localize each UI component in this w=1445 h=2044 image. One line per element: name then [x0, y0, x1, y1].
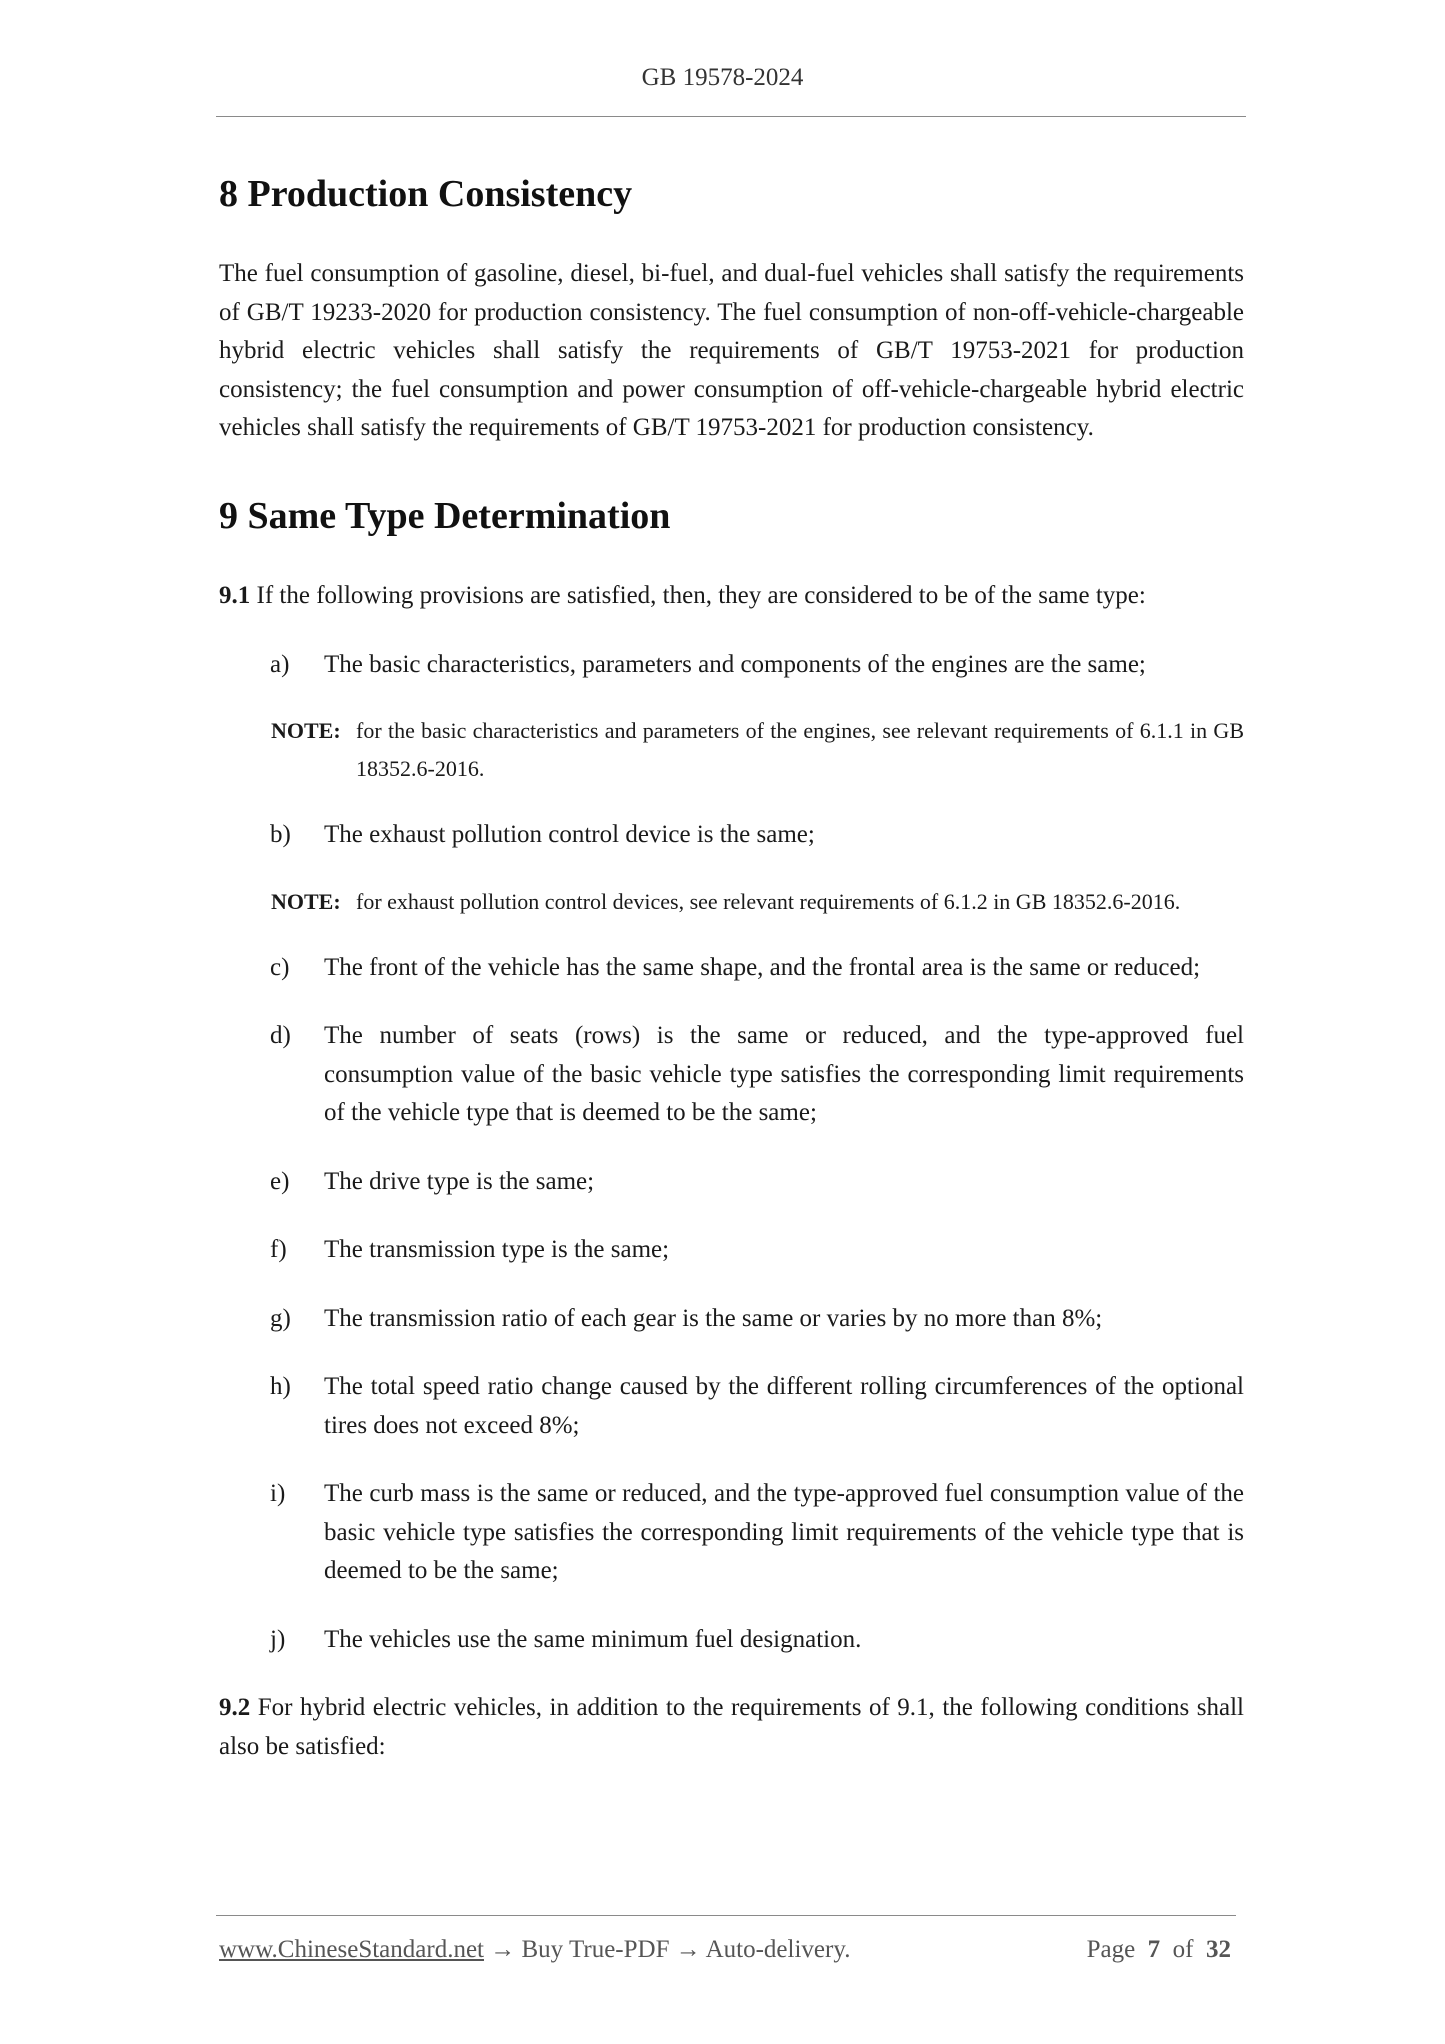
- list-item-text: The transmission ratio of each gear is the same or varies by no more than 8%;: [324, 1304, 1103, 1332]
- list-marker: g): [270, 1304, 291, 1332]
- running-header: GB 19578-2024: [641, 64, 804, 91]
- list-item-c: [219, 949, 1244, 988]
- page-number: [1087, 1936, 1231, 1964]
- list-item-h: [219, 1368, 1244, 1445]
- list-item-text: The curb mass is the same or reduced, and the type-approved fuel consumption value of the basic vehicle type satisfies the corresponding limit requirements of the vehicle type that is deemed to be the same;: [324, 1480, 1244, 1585]
- note-label: NOTE:: [271, 888, 341, 914]
- clause-9-2-number: 9.2: [219, 1694, 251, 1722]
- list-item-text: The vehicles use the same minimum fuel designation.: [324, 1625, 862, 1653]
- clause-9-1-text: If the following provisions are satisfied, then, they are considered to be of the same type:: [250, 582, 1146, 610]
- note-text: for exhaust pollution control devices, see relevant requirements of 6.1.2 in GB 18352.6-2016.: [356, 888, 1181, 914]
- list-marker: h): [270, 1373, 291, 1401]
- list-marker: d): [270, 1022, 291, 1050]
- list-item-b: [219, 816, 1244, 855]
- list-item-text: The transmission type is the same;: [324, 1236, 670, 1264]
- clause-9-2: [219, 1689, 1244, 1766]
- list-marker: a): [270, 650, 290, 678]
- list-marker: b): [270, 821, 291, 849]
- section-8-heading: 8 Production Consistency: [219, 173, 633, 215]
- list-item-i: [219, 1475, 1244, 1591]
- list-item-text: The basic characteristics, parameters and components of the engines are the same;: [324, 650, 1146, 678]
- list-item-a: [219, 646, 1244, 685]
- list-marker: f): [270, 1236, 287, 1264]
- page-label: Page: [1086, 1936, 1136, 1963]
- site-link[interactable]: www.ChineseStandard.net: [219, 1936, 484, 1963]
- note-label: NOTE:: [271, 718, 341, 744]
- clause-9-1-number: 9.1: [219, 582, 251, 610]
- list-item-text: The front of the vehicle has the same shape, and the frontal area is the same or reduced;: [324, 953, 1201, 981]
- list-item-f: [219, 1231, 1244, 1270]
- section-8-paragraph: The fuel consumption of gasoline, diesel, bi-fuel, and dual-fuel vehicles shall satisfy the requirements of GB/T 19233-2020 for production consistency. The fuel consumption of non-off-vehicle-chargeable hybrid electric vehicles shall satisfy the requirements of GB/T 19753-2021 for production consistency; the fuel consumption and power consumption of off-vehicle-chargeable hybrid electric vehicles shall satisfy the requirements of GB/T 19753-2021 for production consistency.: [219, 260, 1244, 442]
- list-item-d: [219, 1017, 1244, 1133]
- list-item-e: [219, 1163, 1244, 1202]
- section-9-heading: 9 Same Type Determination: [219, 494, 671, 537]
- list-marker: e): [270, 1167, 290, 1195]
- note-exhaust: [219, 883, 1244, 921]
- list-item-text: The total speed ratio change caused by the different rolling circumferences of the optional tires does not exceed 8%;: [324, 1373, 1244, 1439]
- note-engine: [219, 712, 1244, 788]
- list-marker: c): [270, 953, 290, 981]
- list-item-text: The number of seats (rows) is the same or reduced, and the type-approved fuel consumption value of the basic vehicle type satisfies the corresponding limit requirements of the vehicle type that is deemed to be the same;: [324, 1022, 1244, 1127]
- auto-delivery-text: Auto-delivery.: [705, 1936, 851, 1963]
- page-content: [219, 170, 1244, 1766]
- arrow-right-icon: →: [490, 1936, 516, 1963]
- clause-9-2-text: For hybrid electric vehicles, in addition to the requirements of 9.1, the following conditions shall also be satisfied:: [219, 1694, 1244, 1760]
- list-marker: i): [270, 1480, 286, 1508]
- page-footer: [219, 1936, 1231, 1964]
- header-divider: [216, 116, 1246, 117]
- note-text: for the basic characteristics and parameters of the engines, see relevant requirements of 6.1.1 in GB 18352.6-2016.: [356, 718, 1244, 782]
- of-label: of: [1172, 1936, 1194, 1963]
- list-item-g: [219, 1300, 1244, 1339]
- footer-divider: [216, 1915, 1236, 1916]
- list-item-text: The exhaust pollution control device is the same;: [324, 821, 815, 849]
- arrow-right-icon: →: [675, 1936, 701, 1963]
- list-item-text: The drive type is the same;: [324, 1167, 595, 1195]
- list-item-j: [219, 1621, 1244, 1660]
- buy-text: Buy True-PDF: [521, 1936, 670, 1963]
- list-marker: j): [270, 1625, 286, 1653]
- clause-9-1: [219, 577, 1244, 616]
- total-pages: 32: [1206, 1936, 1231, 1963]
- current-page: 7: [1147, 1936, 1161, 1963]
